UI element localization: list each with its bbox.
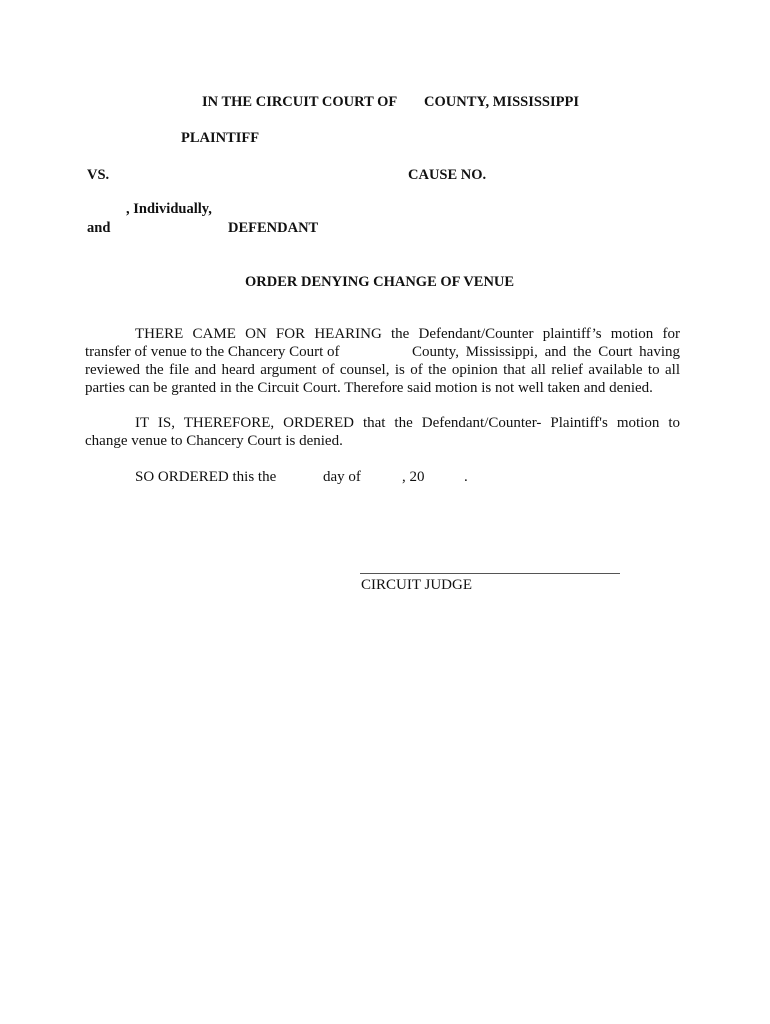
county-state: COUNTY, MISSISSIPPI — [424, 94, 579, 110]
signature-line — [360, 573, 620, 574]
individually-label: , Individually, — [126, 201, 212, 217]
paragraph1-line1: THERE CAME ON FOR HEARING the Defendant/Counter plaintiff’s motion for — [135, 326, 680, 342]
and-label: and — [87, 220, 111, 236]
vs-label: VS. — [87, 167, 110, 183]
paragraph1-line2b: County, Mississippi, and the Court having — [412, 344, 680, 360]
defendant-label: DEFENDANT — [228, 220, 319, 236]
cause-no-label: CAUSE NO. — [408, 167, 487, 183]
so-ordered-period: . — [464, 469, 468, 485]
plaintiff-label: PLAINTIFF — [181, 130, 260, 146]
so-ordered-day-of: day of — [323, 469, 361, 485]
circuit-judge-label: CIRCUIT JUDGE — [361, 577, 472, 593]
so-ordered-year: , 20 — [402, 469, 425, 485]
paragraph1-line4: parties can be granted in the Circuit Court. Therefore said motion is not well taken and denied. — [85, 380, 653, 396]
paragraph1-line2a: transfer of venue to the Chancery Court of — [85, 344, 340, 360]
order-title: ORDER DENYING CHANGE OF VENUE — [245, 274, 515, 290]
paragraph1-line3: reviewed the file and heard argument of counsel, is of the opinion that all relief available to all — [85, 362, 680, 378]
court-heading: IN THE CIRCUIT COURT OF — [202, 94, 398, 110]
paragraph2-line1: IT IS, THEREFORE, ORDERED that the Defendant/Counter- Plaintiff's motion to — [135, 415, 680, 431]
paragraph2-line2: change venue to Chancery Court is denied. — [85, 433, 343, 449]
so-ordered-lead: SO ORDERED this the — [135, 469, 277, 485]
